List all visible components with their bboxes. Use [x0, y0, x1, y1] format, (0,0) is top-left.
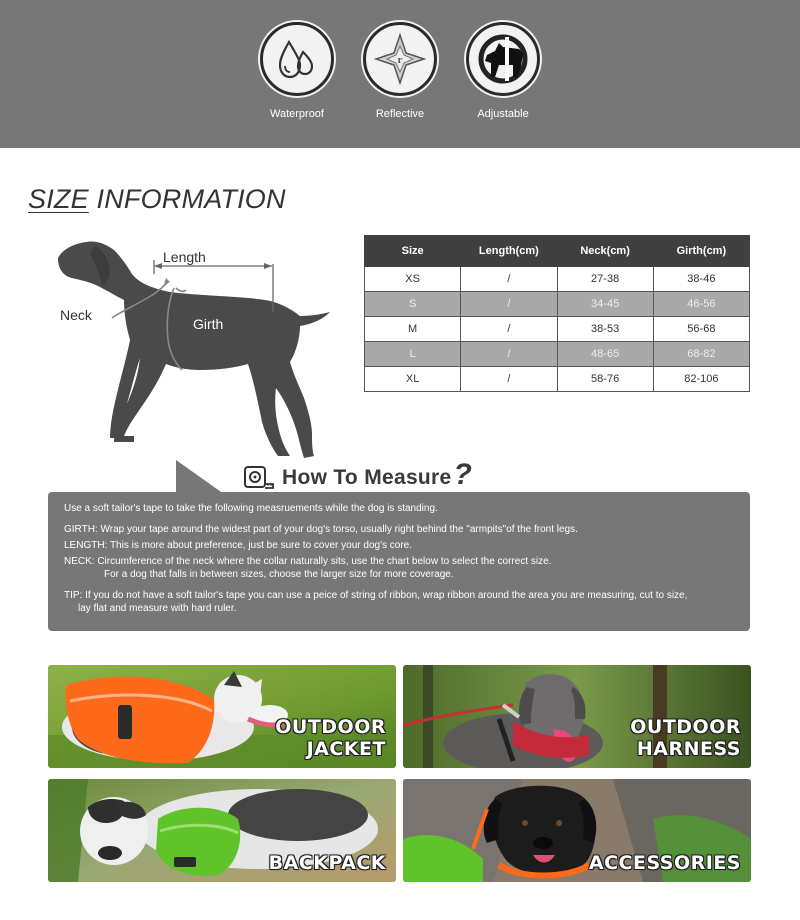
cell-girth: 82-106	[653, 367, 749, 392]
size-chart-table	[364, 235, 750, 392]
cell-girth: 38-46	[653, 267, 749, 292]
instructions-tip-continued: lay flat and measure with hard ruler.	[78, 603, 237, 614]
size-information-title	[28, 184, 286, 215]
product-tile-outdoor-jacket[interactable]	[48, 665, 396, 768]
cell-length: /	[461, 267, 557, 292]
feature-label: Reflective	[375, 108, 425, 120]
cell-size: XS	[365, 267, 461, 292]
length-label: Length	[163, 249, 206, 265]
tape-measure-icon	[244, 464, 274, 490]
cell-length: /	[461, 292, 557, 317]
instructions-girth: GIRTH: Wrap your tape around the widest part of your dog's torso, usually right behind the "armpits"of the front legs.	[64, 524, 578, 535]
feature-adjustable	[448, 22, 558, 120]
table-row	[365, 342, 750, 367]
product-name: ACCESSORIES	[588, 852, 741, 874]
cell-size: M	[365, 317, 461, 342]
cell-length: /	[461, 317, 557, 342]
callout-pointer	[176, 460, 224, 494]
product-tile-accessories[interactable]	[403, 779, 751, 882]
feature-label: Waterproof	[269, 108, 324, 120]
cell-girth: 46-56	[653, 292, 749, 317]
cell-girth: 56-68	[653, 317, 749, 342]
girth-label: Girth	[193, 316, 224, 332]
cell-length: /	[461, 342, 557, 367]
size-title-part1: SIZE	[28, 184, 89, 214]
table-row	[365, 317, 750, 342]
instructions-intro: Use a soft tailor's tape to take the following measruements while the dog is standing.	[64, 503, 438, 514]
column-header-neck: Neck(cm)	[557, 236, 653, 267]
instructions-length: LENGTH: This is more about preference, just be sure to cover your dog's core.	[64, 540, 412, 551]
reflective-star-icon	[363, 22, 437, 96]
table-row	[365, 267, 750, 292]
instructions-tip: TIP: If you do not have a soft tailor's tape you can use a peice of string of ribbon, wrap ribbon around the area you are measuring, cut to size,	[64, 590, 688, 601]
adjustable-dog-icon	[466, 22, 540, 96]
product-name: OUTDOOR HARNESS	[630, 716, 741, 760]
cell-girth: 68-82	[653, 342, 749, 367]
table-row	[365, 292, 750, 317]
feature-reflective	[345, 22, 455, 120]
product-tile-backpack[interactable]	[48, 779, 396, 882]
size-title-part2: INFORMATION	[88, 184, 286, 214]
cell-neck: 58-76	[557, 367, 653, 392]
cell-size: L	[365, 342, 461, 367]
svg-text:r: r	[397, 54, 403, 66]
cell-neck: 48-65	[557, 342, 653, 367]
dog-measurement-diagram	[50, 230, 350, 466]
table-row	[365, 367, 750, 392]
cell-neck: 38-53	[557, 317, 653, 342]
cell-neck: 34-45	[557, 292, 653, 317]
cell-neck: 27-38	[557, 267, 653, 292]
features-banner	[0, 0, 800, 148]
question-mark-icon: ?	[453, 458, 472, 491]
table-header-row	[365, 236, 750, 267]
neck-label: Neck	[60, 307, 92, 323]
cell-length: /	[461, 367, 557, 392]
instructions-neck: NECK: Circumference of the neck where the collar naturally sits, use the chart below to select the correct size.	[64, 556, 552, 567]
instructions-neck-note: For a dog that falls in between sizes, choose the larger size for more coverage.	[104, 569, 454, 580]
water-drops-icon	[260, 22, 334, 96]
how-to-measure-heading	[244, 460, 472, 490]
feature-label: Adjustable	[477, 108, 529, 120]
column-header-girth: Girth(cm)	[653, 236, 749, 267]
product-tile-outdoor-harness[interactable]	[403, 665, 751, 768]
column-header-length: Length(cm)	[461, 236, 557, 267]
cell-size: S	[365, 292, 461, 317]
measuring-instructions-box	[48, 492, 750, 631]
product-name: OUTDOOR JACKET	[275, 716, 386, 760]
product-name: BACKPACK	[268, 852, 386, 874]
feature-waterproof	[242, 22, 352, 120]
column-header-size: Size	[365, 236, 461, 267]
cell-size: XL	[365, 367, 461, 392]
how-to-measure-title: How To Measure	[282, 466, 452, 489]
dog-silhouette-icon	[50, 230, 350, 466]
